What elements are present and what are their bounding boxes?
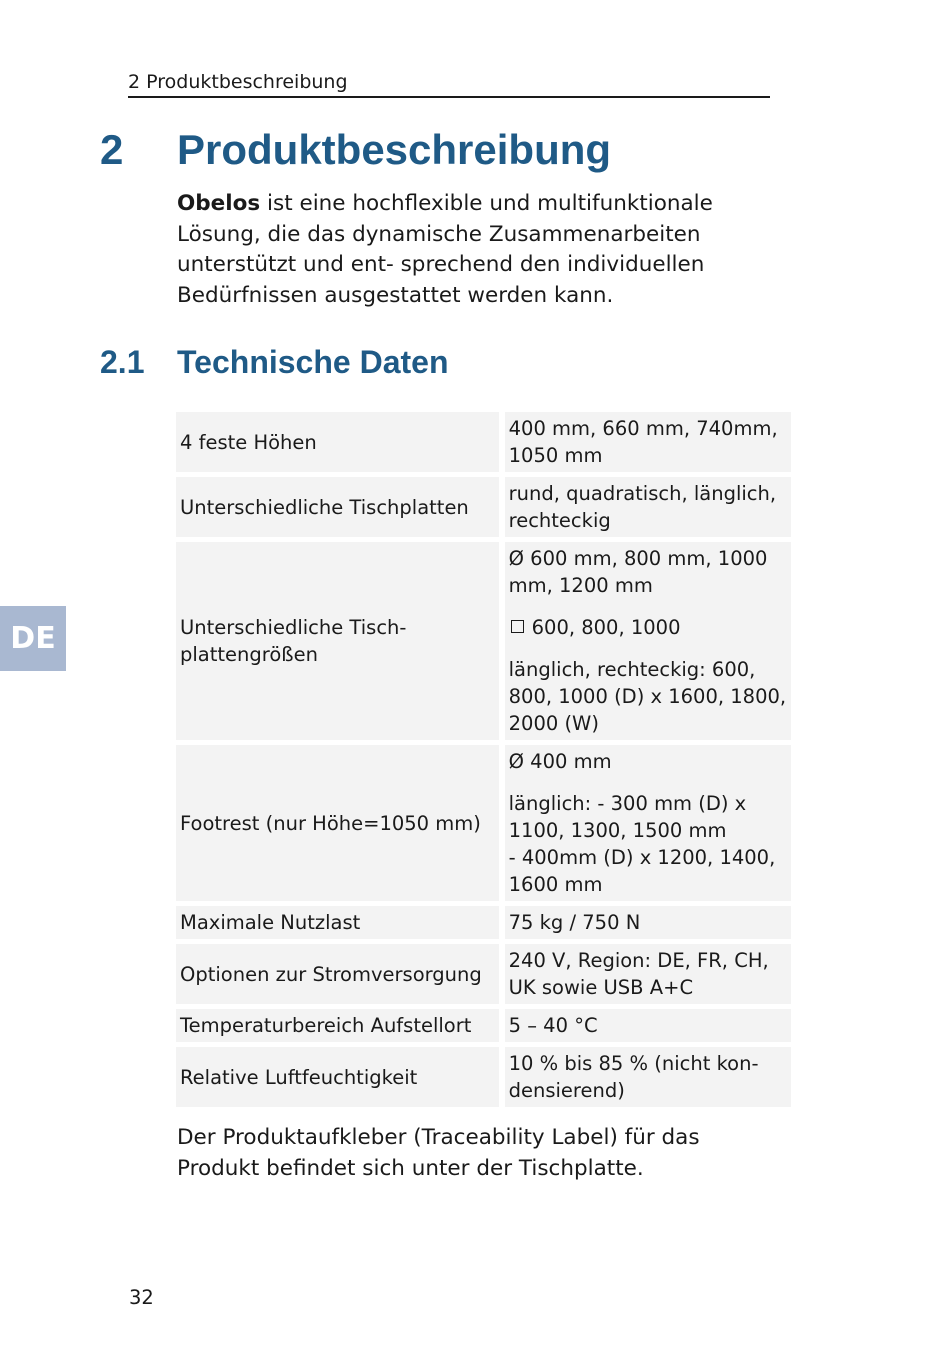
subsection-number: 2.1: [100, 344, 145, 380]
table-row: [176, 477, 791, 537]
spec-value: [505, 542, 791, 740]
intro-text: ist eine hochflexible und multifunktionale Lösung, die das dynamische Zusammenarbeiten unterstützt und ent- sprechend den individuellen Bedürfnissen ausgestattet werden kann.: [177, 191, 713, 308]
intro-paragraph: [177, 189, 787, 311]
traceability-note: Der Produktaufkleber (Traceability Label) für das Produkt befindet sich unter der Tischplatte.: [177, 1125, 700, 1181]
brand-name: Obelos: [177, 191, 261, 216]
spec-value-line: 240 V, Region: DE, FR, CH, UK sowie USB A+C: [508, 949, 769, 999]
spec-value: [505, 745, 791, 901]
footrest-line-1: länglich: - 300 mm (D) x 1100, 1300, 1500 mm: [508, 792, 747, 842]
table-row: [176, 944, 791, 1004]
spec-value: [505, 906, 791, 939]
section-title: Produktbeschreibung: [177, 126, 612, 173]
spec-label: Footrest (nur Höhe=1050 mm): [176, 745, 505, 901]
spec-value: [505, 477, 791, 537]
table-row: [176, 412, 791, 472]
spec-label: Temperaturbereich Aufstellort: [176, 1009, 505, 1042]
table-row: [176, 1009, 791, 1042]
spec-value-line: länglich, rechteckig: 600, 800, 1000 (D) x 1600, 1800, 2000 (W): [508, 658, 787, 735]
language-tab: DE: [0, 606, 66, 671]
spec-value-line: rund, quadratisch, länglich, rechteckig: [508, 482, 777, 532]
spec-label: Maximale Nutzlast: [176, 906, 505, 939]
running-header: 2 Produktbeschreibung: [128, 70, 770, 98]
square-sizes: 600, 800, 1000: [531, 616, 681, 639]
spec-value-square-line: [509, 614, 787, 641]
square-icon: [511, 620, 524, 633]
table-row: [176, 542, 791, 740]
spec-label: Unterschiedliche Tisch- plattengrößen: [176, 542, 505, 740]
spec-label: Unterschiedliche Tischplatten: [176, 477, 505, 537]
table-row: [176, 1047, 791, 1107]
table-row: [176, 906, 791, 939]
table-row: [176, 745, 791, 901]
spec-value-line: Ø 600 mm, 800 mm, 1000 mm, 1200 mm: [508, 547, 768, 597]
spec-value: [505, 944, 791, 1004]
footrest-line-2: - 400mm (D) x 1200, 1400, 1600 mm: [508, 846, 776, 896]
spec-label: Relative Luftfeuchtigkeit: [176, 1047, 505, 1107]
spec-label: Optionen zur Stromversorgung: [176, 944, 505, 1004]
spec-value: [505, 412, 791, 472]
subsection-title: Technische Daten: [177, 344, 449, 380]
spec-value: [505, 1009, 791, 1042]
page-number: 32: [129, 1286, 154, 1309]
spec-value-line: 5 – 40 °C: [508, 1014, 598, 1037]
spec-value: [505, 1047, 791, 1107]
spec-value-line: 75 kg / 750 N: [508, 911, 641, 934]
spec-value-line: 10 % bis 85 % (nicht kon- densierend): [508, 1052, 759, 1102]
spec-value-line: [509, 790, 787, 898]
spec-label: 4 feste Höhen: [176, 412, 505, 472]
section-number: 2: [100, 126, 124, 173]
spec-value-line: Ø 400 mm: [508, 750, 612, 773]
spec-table: [176, 407, 791, 1112]
spec-value-line: 400 mm, 660 mm, 740mm, 1050 mm: [508, 417, 778, 467]
